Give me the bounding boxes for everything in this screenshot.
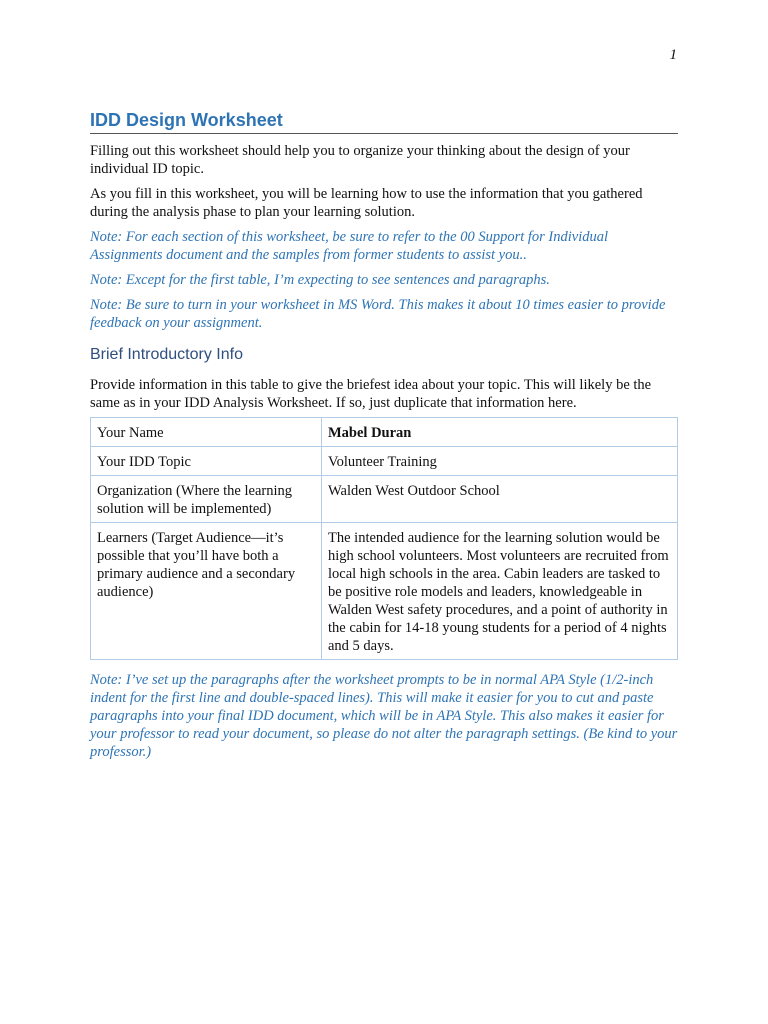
table-row [91,418,678,447]
page-number: 1 [669,47,677,63]
document-body [90,110,678,768]
title-divider [90,133,678,134]
row-value: Walden West Outdoor School [322,476,678,523]
section-description: Provide information in this table to give the briefest idea about your topic. This will likely be the same as in your IDD Analysis Worksheet. If so, just duplicate that information here. [90,377,652,411]
row-label: Your IDD Topic [91,447,322,476]
note-paragraph: Note: Be sure to turn in your worksheet in MS Word. This makes it about 10 times easier to provide feedback on your assignment. [90,297,666,331]
row-label: Learners (Target Audience—it’s possible that you’ll have both a primary audience and a secondary audience) [91,523,322,660]
document-title: IDD Design Worksheet [90,110,283,130]
intro-paragraph: Filling out this worksheet should help you to organize your thinking about the design of your individual ID topic. [90,143,630,177]
intro-info-table [90,417,678,660]
section-heading: Brief Introductory Info [90,346,243,363]
table-row [91,447,678,476]
note-paragraph: Note: Except for the first table, I’m expecting to see sentences and paragraphs. [90,272,550,288]
table-row [91,476,678,523]
row-label: Organization (Where the learning solution will be implemented) [91,476,322,523]
intro-paragraph: As you fill in this worksheet, you will be learning how to use the information that you gathered during the analysis phase to plan your learning solution. [90,186,643,220]
row-value: The intended audience for the learning solution would be high school volunteers. Most volunteers are recruited from local high schools in the area. Cabin leaders are tasked to be positive role models and leaders, knowledgeable in Walden West safety procedures, and a point of authority in the cabin for 14-18 young students for a period of 4 nights and 5 days. [322,523,678,660]
row-value: Volunteer Training [322,447,678,476]
row-value: Mabel Duran [322,418,678,447]
table-row [91,523,678,660]
note-paragraph: Note: For each section of this worksheet, be sure to refer to the 00 Support for Individual Assignments document and the samples from former students to assist you.. [90,229,609,263]
row-label: Your Name [91,418,322,447]
closing-note: Note: I’ve set up the paragraphs after the worksheet prompts to be in normal APA Style (1/2-inch indent for the first line and double-spaced lines). This will make it easier for you to cut and paste paragraphs into your final IDD document, which will be in APA Style. This also makes it easier for your professor to read your document, so please do not alter the paragraph settings. (Be kind to your professor.) [90,672,678,760]
